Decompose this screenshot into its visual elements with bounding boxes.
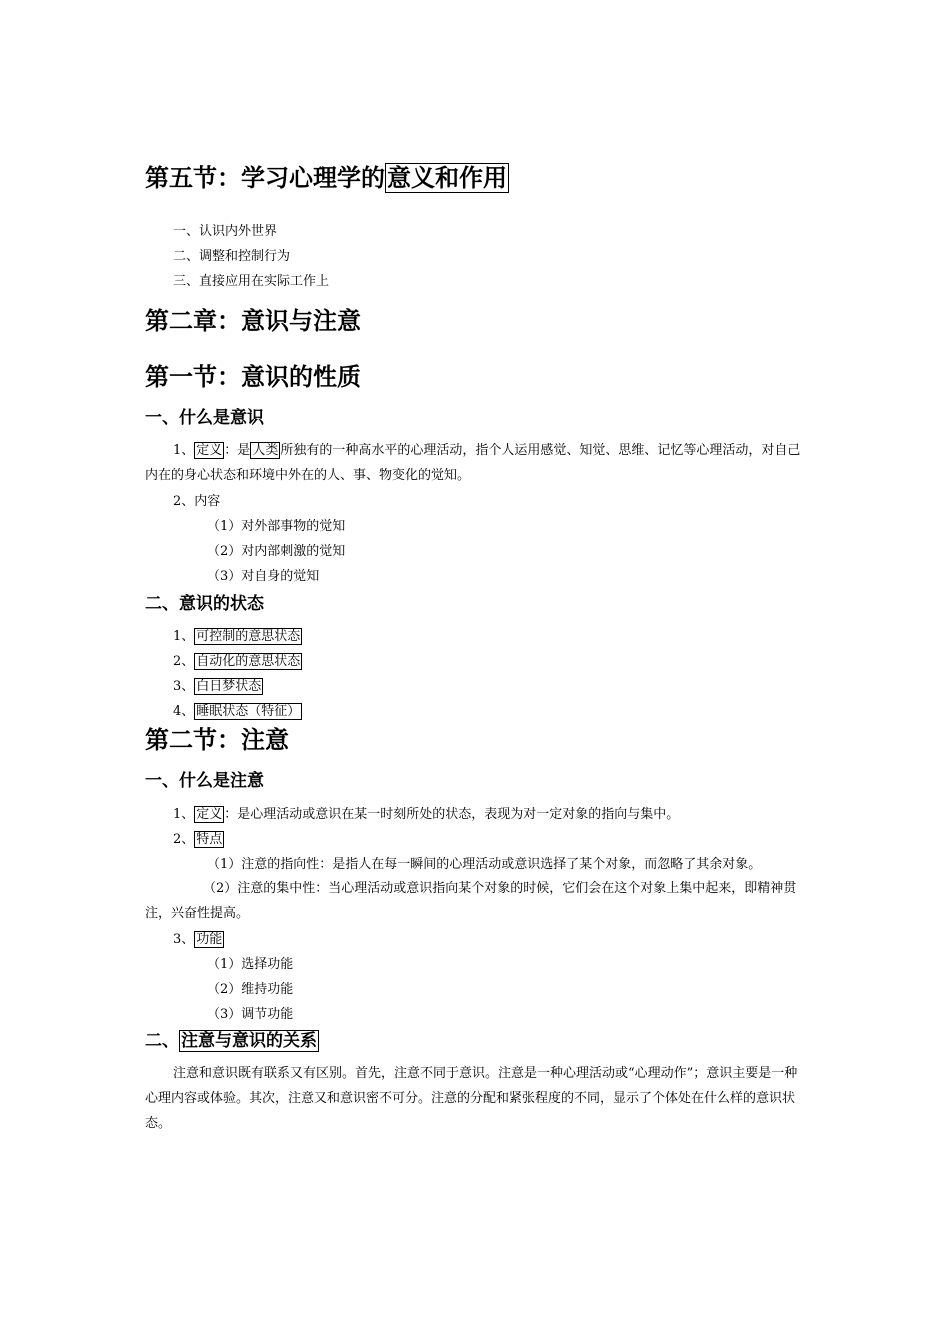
feat-prefix: 2、 xyxy=(173,832,195,847)
section5-title-prefix: 第五节：学习心理学的 xyxy=(145,164,385,192)
function-item-1: （1）选择功能 xyxy=(207,957,294,972)
function-item-2: （2）维持功能 xyxy=(207,982,294,997)
attention-functions-label xyxy=(173,928,224,947)
section5-title-boxed: 意义和作用 xyxy=(387,164,507,192)
section5-item-3: 三、直接应用在实际工作上 xyxy=(173,274,330,289)
sec2-sub1-title: 一、什么是注意 xyxy=(145,771,264,791)
chapter2-title: 第二章：意识与注意 xyxy=(145,307,361,335)
def-mid: ：是 xyxy=(224,443,251,458)
sec2-sub2-title xyxy=(145,1026,319,1051)
state-item-2 xyxy=(173,650,302,669)
section5-title xyxy=(145,158,509,193)
section5-item-1: 一、认识内外世界 xyxy=(173,224,278,239)
att-def-label: 定义 xyxy=(196,807,223,822)
def-boxed-humans: 人类 xyxy=(252,443,279,458)
sec1-title: 第一节：意识的性质 xyxy=(145,363,361,391)
feat-label: 特点 xyxy=(196,832,223,847)
state-text: 白日梦状态 xyxy=(196,679,262,694)
att-def-text: ：是心理活动或意识在某一时刻所处的状态，表现为对一定对象的指向与集中。 xyxy=(224,807,680,822)
state-item-1 xyxy=(173,625,302,644)
state-num: 4、 xyxy=(173,704,195,719)
def-text: 所独有的一种高水平的心理活动，指个人运用感觉、知觉、思维、记忆等心理活动，对自己内在的身心状态和环境中外在的人、事、物变化的觉知。 xyxy=(145,443,801,483)
attention-features-label xyxy=(173,828,224,847)
content-item-2: （2）对内部刺激的觉知 xyxy=(207,544,346,559)
def-label: 定义 xyxy=(196,443,223,458)
content-item-3: （3）对自身的觉知 xyxy=(207,569,320,584)
consciousness-definition xyxy=(145,438,807,488)
attention-feature-2: （2）注意的集中性：当心理活动或意识指向某个对象的时候，它们会在这个对象上集中起来，即精神贯注，兴奋性提高。 xyxy=(145,881,797,921)
relation-title-boxed: 注意与意识的关系 xyxy=(181,1031,317,1051)
state-item-3 xyxy=(173,675,263,694)
attention-definition xyxy=(173,803,679,822)
attention-feature-1: （1）注意的指向性：是指人在每一瞬间的心理活动或意识选择了某个对象，而忽略了其余对象。 xyxy=(207,857,762,872)
content-item-1: （1）对外部事物的觉知 xyxy=(207,519,346,534)
relation-paragraph: 注意和意识既有联系又有区别。首先，注意不同于意识。注意是一种心理活动或“心理动作”；意识主要是一种心理内容或体验。其次，注意又和意识密不可分。注意的分配和紧张程度的不同，显示了个体处在什么样的意识状态。 xyxy=(145,1066,798,1131)
state-num: 2、 xyxy=(173,654,195,669)
relation-title-prefix: 二、 xyxy=(145,1031,179,1051)
state-text: 睡眠状态（特征） xyxy=(196,704,301,719)
att-def-prefix: 1、 xyxy=(173,807,195,822)
def-prefix: 1、 xyxy=(173,443,195,458)
state-item-4 xyxy=(173,700,302,719)
sec1-sub1-title: 一、什么是意识 xyxy=(145,408,264,428)
state-text: 自动化的意思状态 xyxy=(196,654,301,669)
sec1-sub2-title: 二、意识的状态 xyxy=(145,594,264,614)
state-num: 1、 xyxy=(173,629,195,644)
state-text: 可控制的意思状态 xyxy=(196,629,301,644)
section5-item-2: 二、调整和控制行为 xyxy=(173,249,291,264)
content-label: 2、内容 xyxy=(173,494,221,509)
func-label: 功能 xyxy=(196,932,223,947)
state-num: 3、 xyxy=(173,679,195,694)
function-item-3: （3）调节功能 xyxy=(207,1007,294,1022)
func-prefix: 3、 xyxy=(173,932,195,947)
sec2-title: 第二节：注意 xyxy=(145,726,289,754)
